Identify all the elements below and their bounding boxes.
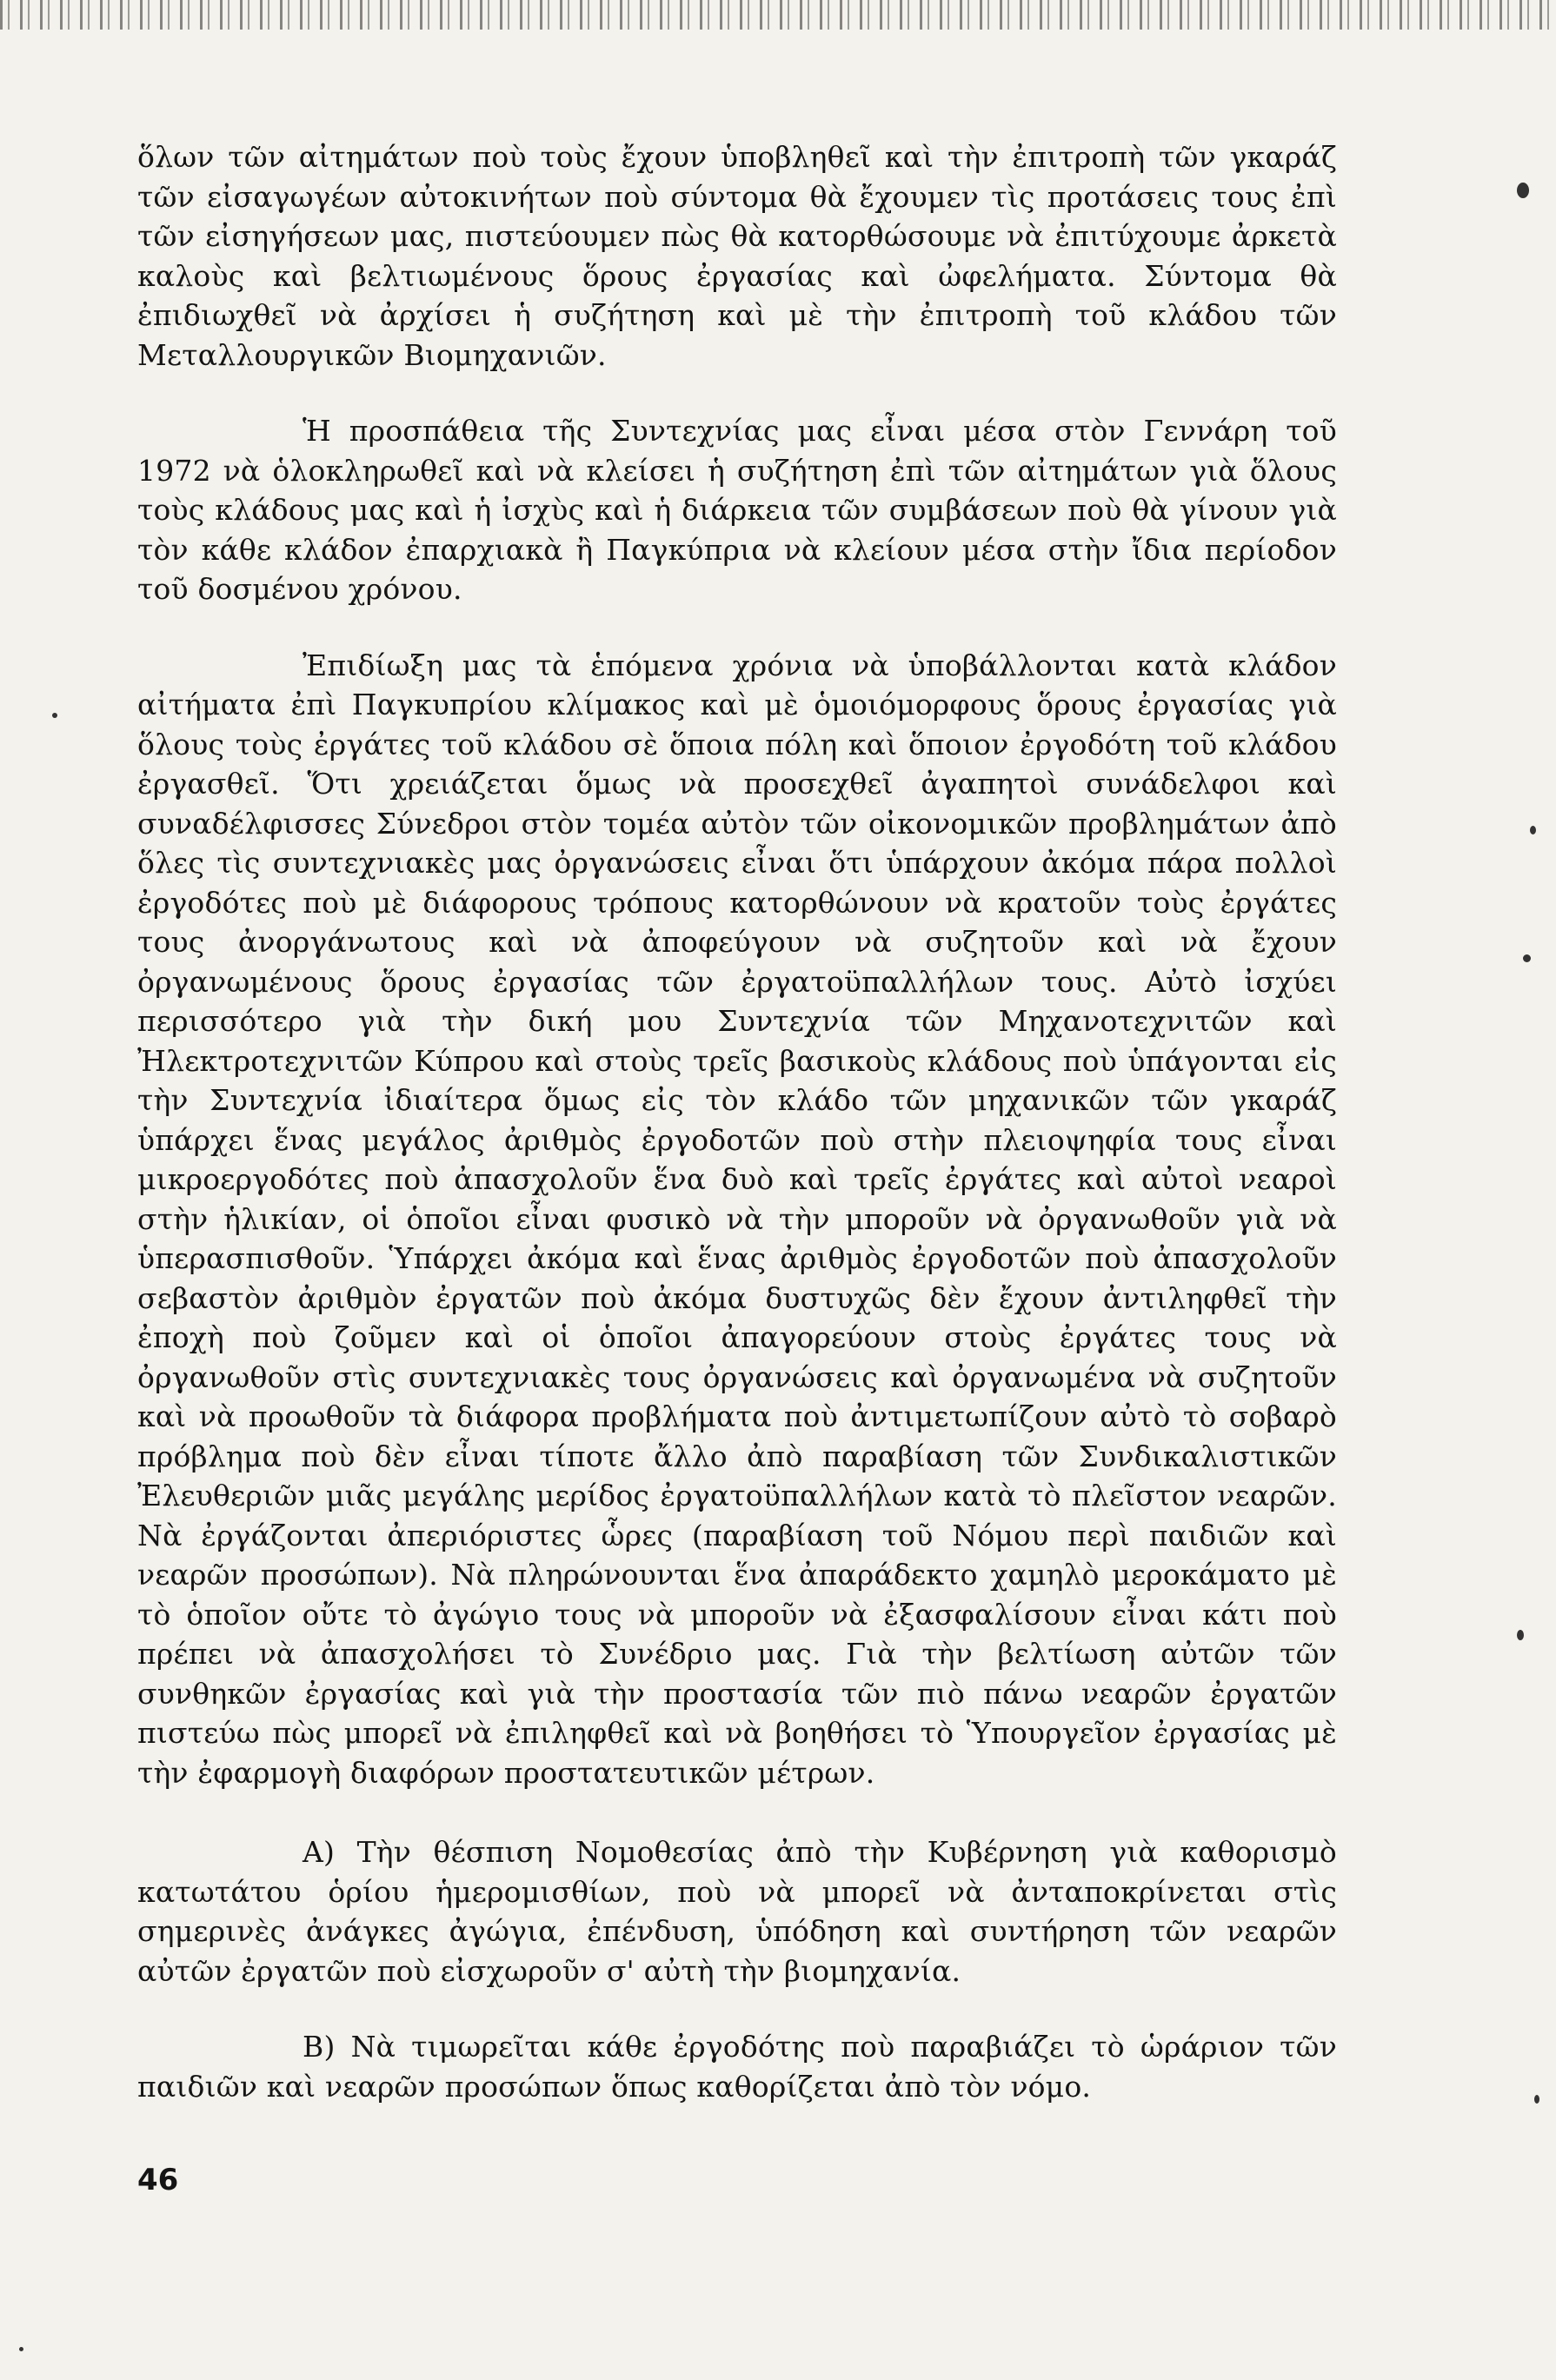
paragraph-1: ὅλων τῶν αἰτημάτων ποὺ τοὺς ἔχουν ὑποβληθεῖ καὶ τὴν ἐπιτροπὴ τῶν γκαράζ τῶν εἰσαγωγέων αὐτοκινήτων ποὺ σύντομα θὰ ἔχουμεν τὶς προτάσεις τους ἐπὶ τῶν εἰσηγήσεων μας, πιστεύουμεν πὼς θὰ κατορθώσουμε νὰ ἐπιτύχουμε ἀρκετὰ καλοὺς καὶ βελτιωμένους ὅρους ἐργασίας καὶ ὠφελήματα. Σύντομα θὰ ἐπιδιωχθεῖ νὰ ἀρχίσει ἡ συζήτηση καὶ μὲ τὴν ἐπιτροπὴ τοῦ κλάδου τῶν Μεταλλουργικῶν Βιομηχανιῶν. [137,140,1337,372]
scan-edge-noise [0,0,1556,30]
scan-speck [19,2347,23,2351]
paragraph-2: Ἡ προσπάθεια τῆς Συντεχνίας μας εἶναι μέσα στὸν Γεννάρη τοῦ 1972 νὰ ὁλοκληρωθεῖ καὶ νὰ κλείσει ἡ συζήτηση ἐπὶ τῶν αἰτημάτων γιὰ ὅλους τοὺς κλάδους μας καὶ ἡ ἰσχὺς καὶ ἡ διάρκεια τῶν συμβάσεων ποὺ θὰ γίνουν γιὰ τὸν κάθε κλάδον ἐπαρχιακὰ ἢ Παγκύπρια νὰ κλείουν μέσα στὴν ἴδια περίοδον τοῦ δοσμένου χρόνου. [137,414,1337,606]
list-item-b-label: Β) [303,2030,336,2064]
list-item-a-label: Α) [303,1835,336,1869]
scan-speck [1517,1630,1524,1640]
list-item-a-text: Τὴν θέσπιση Νομοθεσίας ἀπὸ τὴν Κυβέρνηση γιὰ καθορισμὸ κατωτάτου ὁρίου ἡμερομισθίων, ποὺ νὰ μπορεῖ νὰ ἀνταποκρίνεται στὶς σημερινὲς ἀνάγκες ἀγώγια, ἐπένδυση, ὑπόδηση καὶ συντήρηση τῶν νεαρῶν αὐτῶν ἐργατῶν ποὺ εἰσχωροῦν σ' αὐτὴ τὴν βιομηχανία. [137,1835,1337,1988]
scan-speck [1530,826,1536,834]
scan-speck [1517,183,1529,198]
list-item-b-text: Νὰ τιμωρεῖται κάθε ἐργοδότης ποὺ παραβιάζει τὸ ὡράριον τῶν παιδιῶν καὶ νεαρῶν προσώπων ὅπως καθορίζεται ἀπὸ τὸν νόμο. [137,2030,1337,2104]
scan-speck [1534,2095,1539,2104]
paragraph-3: Ἐπιδίωξη μας τὰ ἑπόμενα χρόνια νὰ ὑποβάλλονται κατὰ κλάδον αἰτήματα ἐπὶ Παγκυπρίου κλίμακος καὶ μὲ ὁμοιόμορφους ὅρους ἐργασίας γιὰ ὅλους τοὺς ἐργάτες τοῦ κλάδου σὲ ὅποια πόλη καὶ ὅποιον ἐργοδότη τοῦ κλάδου ἐργασθεῖ. Ὅτι χρειάζεται ὅμως νὰ προσεχθεῖ ἀγαπητοὶ συνάδελφοι καὶ συναδέλφισσες Σύνεδροι στὸν τομέα αὐτὸν τῶν οἰκονομικῶν προβλημάτων ἀπὸ ὅλες τὶς συντεχνιακὲς μας ὀργανώσεις εἶναι ὅτι ὑπάρχουν ἀκόμα πάρα πολλοὶ ἐργοδότες ποὺ μὲ διάφορους τρόπους κατορθώνουν νὰ κρατοῦν τοὺς ἐργάτες τους ἀνοργάνωτους καὶ νὰ ἀποφεύγουν νὰ συζητοῦν καὶ νὰ ἔχουν ὀργανωμένους ὅρους ἐργασίας τῶν ἐργατοϋπαλλήλων τους. Αὐτὸ ἰσχύει περισσότερο γιὰ τὴν δική μου Συντεχνία τῶν Μηχανοτεχνιτῶν καὶ Ἠλεκτροτεχνιτῶν Κύπρου καὶ στοὺς τρεῖς βασικοὺς κλάδους ποὺ ὑπάγονται εἰς τὴν Συντεχνία ἰδιαίτερα ὅμως εἰς τὸν κλάδο τῶν μηχανικῶν τῶν γκαράζ ὑπάρχει ἕνας μεγάλος ἀριθμὸς ἐργοδοτῶν ποὺ στὴν πλειοψηφία τους εἶναι μικροεργοδότες ποὺ ἀπασχολοῦν ἕνα δυὸ καὶ τρεῖς ἐργάτες καὶ αὐτοὶ νεαροὶ στὴν ἡλικίαν, οἱ ὁποῖοι εἶναι φυσικὸ νὰ τὴν μποροῦν νὰ ὀργανωθοῦν γιὰ νὰ ὑπερασπισθοῦν. Ὑπάρχει ἀκόμα καὶ ἕνας ἀριθμὸς ἐργοδοτῶν ποὺ ἀπασχολοῦν σεβαστὸν ἀριθμὸν ἐργατῶν ποὺ ἀκόμα δυστυχῶς δὲν ἔχουν ἀντιληφθεῖ τὴν ἐποχὴ ποὺ ζοῦμεν καὶ οἱ ὁποῖοι ἀπαγορεύουν στοὺς ἐργάτες τους νὰ ὀργανωθοῦν στὶς συντεχνιακὲς τους ὀργανώσεις καὶ ὀργανωμένα νὰ συζητοῦν καὶ νὰ προωθοῦν τὰ διάφορα προβλήματα ποὺ ἀντιμετωπίζουν αὐτὸ τὸ σοβαρὸ πρόβλημα ποὺ δὲν εἶναι τίποτε ἄλλο ἀπὸ παραβίαση τῶν Συνδικαλιστικῶν Ἐλευθεριῶν μιᾶς μεγάλης μερίδος ἐργατοϋπαλλήλων κατὰ τὸ πλεῖστον νεαρῶν. Νὰ ἐργάζονται ἀπεριόριστες ὧρες (παραβίαση τοῦ Νόμου περὶ παιδιῶν καὶ νεαρῶν προσώπων). Νὰ πληρώνουνται ἕνα ἀπαράδεκτο χαμηλὸ μεροκάματο μὲ τὸ ὁποῖον οὔτε τὸ ἀγώγιο τους νὰ μποροῦν νὰ ἐξασφαλίσουν εἶναι κάτι ποὺ πρέπει νὰ ἀπασχολήσει τὸ Συνέδριο μας. Γιὰ τὴν βελτίωση αὐτῶν τῶν συνθηκῶν ἐργασίας καὶ γιὰ τὴν προστασία τῶν πιὸ πάνω νεαρῶν ἐργατῶν πιστεύω πὼς μπορεῖ νὰ ἐπιληφθεῖ καὶ νὰ βοηθήσει τὸ Ὑπουργεῖον ἐργασίας μὲ τὴν ἐφαρμογὴ διαφόρων προστατευτικῶν μέτρων. [137,648,1337,1790]
page-body [137,137,1337,2106]
scan-speck [52,713,57,718]
list-item-b [137,2027,1337,2106]
scan-speck [1523,954,1531,962]
list-item-a [137,1832,1337,1991]
page-number: 46 [137,2163,179,2197]
